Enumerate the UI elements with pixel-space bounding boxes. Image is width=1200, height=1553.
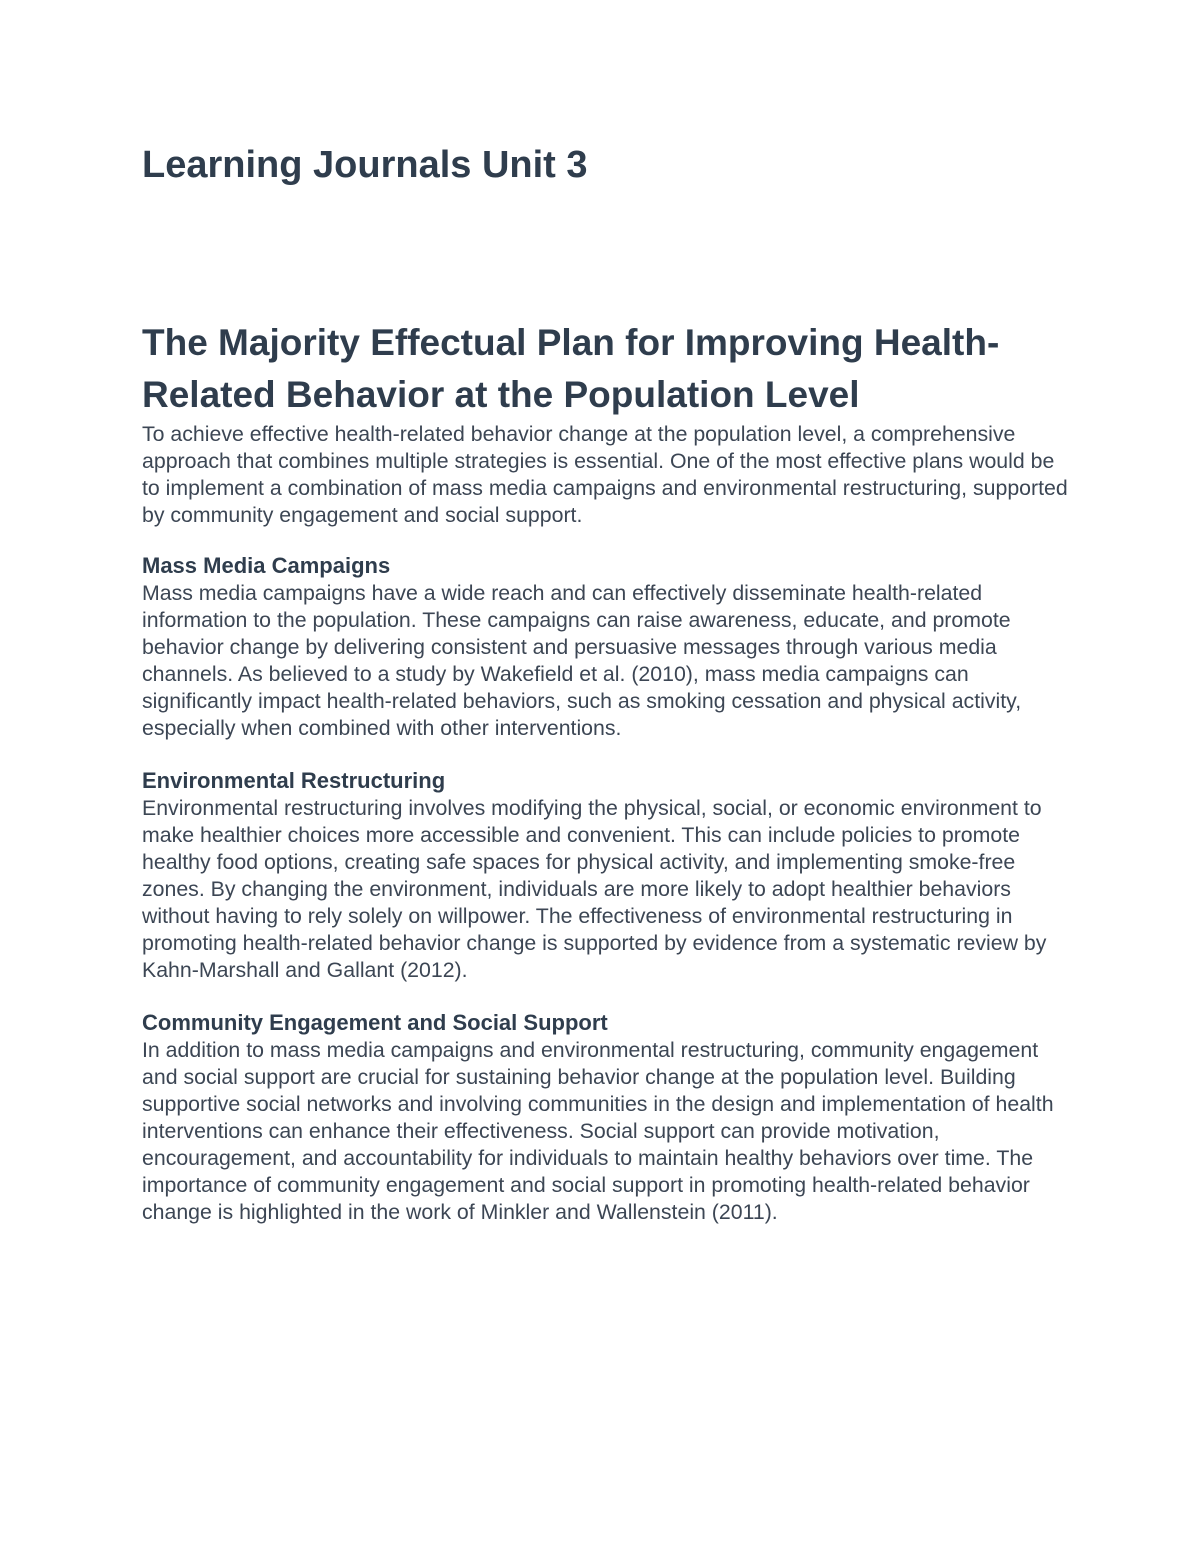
heading-environmental-restructuring: Environmental Restructuring [142, 768, 446, 793]
paragraph-community-engagement: In addition to mass media campaigns and environmental restructuring, community engagement and social support are crucial for sustaining behavior change at the population level. Building supportive social networks and involving communities in the design and implementation of health interventions can enhance their effectiveness. Social support can provide motivation, encouragement, and accountability for individuals to maintain healthy behaviors over time. The importance of community engagement and social support in promoting health-related behavior change is highlighted in the work of Minkler and Wallenstein (2011). [142, 1038, 1054, 1224]
paragraph-environmental-restructuring: Environmental restructuring involves modifying the physical, social, or economic environment to make healthier choices more accessible and convenient. This can include policies to promote healthy food options, creating safe spaces for physical activity, and implementing smoke-free zones. By changing the environment, individuals are more likely to adopt healthier behaviors without having to rely solely on willpower. The effectiveness of environmental restructuring in promoting health-related behavior change is supported by evidence from a systematic review by Kahn-Marshall and Gallant (2012). [142, 796, 1047, 982]
section-title: The Majority Effectual Plan for Improving Health-Related Behavior at the Population Level [142, 322, 1000, 415]
intro-paragraph: To achieve effective health-related behavior change at the population level, a comprehensive approach that combines multiple strategies is essential. One of the most effective plans would be to implement a combination of mass media campaigns and environmental restructuring, supported by community engagement and social support. [142, 422, 1068, 527]
heading-mass-media-campaigns: Mass Media Campaigns [142, 553, 391, 578]
paragraph-mass-media-campaigns: Mass media campaigns have a wide reach and can effectively disseminate health-related information to the population. These campaigns can raise awareness, educate, and promote behavior change by delivering consistent and persuasive messages through various media channels. As believed to a study by Wakefield et al. (2010), mass media campaigns can significantly impact health-related behaviors, such as smoking cessation and physical activity, especially when combined with other interventions. [142, 581, 1022, 740]
heading-community-engagement: Community Engagement and Social Support [142, 1010, 608, 1035]
document-title: Learning Journals Unit 3 [142, 144, 588, 186]
